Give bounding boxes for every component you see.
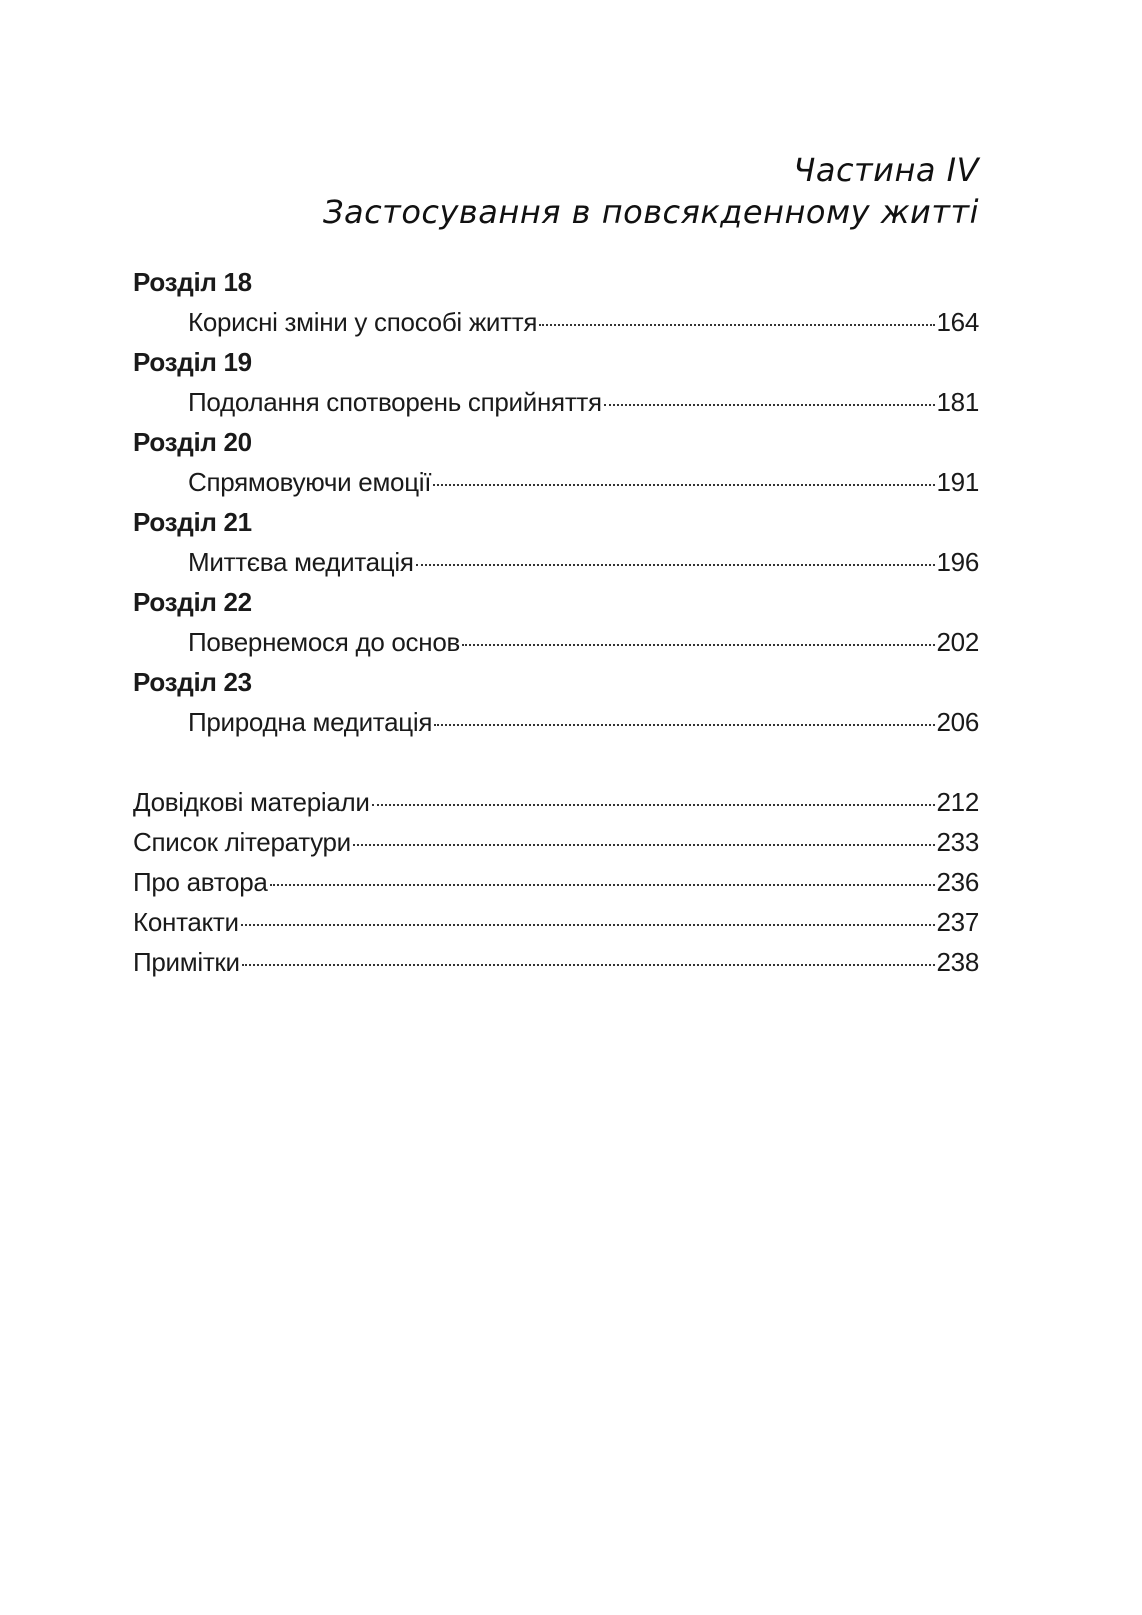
part-number: Частина IV	[793, 151, 979, 189]
toc-entry[interactable]	[133, 462, 979, 502]
toc-entry-title: Про автора	[133, 867, 268, 897]
toc-entry-title: Корисні зміни у способі життя	[188, 307, 538, 337]
dot-leader	[372, 804, 935, 806]
toc-entry-page: 196	[936, 547, 979, 577]
dot-leader	[434, 724, 934, 726]
toc-entry-page: 181	[936, 387, 979, 417]
section-spacer	[133, 742, 979, 782]
toc-entry-back-matter[interactable]	[133, 822, 979, 862]
dot-leader	[433, 484, 934, 486]
dot-leader	[270, 884, 935, 886]
dot-leader	[604, 404, 935, 406]
table-of-contents	[133, 262, 979, 982]
toc-entry-page: 191	[936, 467, 979, 497]
chapter-label: Розділ 19	[133, 347, 252, 377]
dot-leader	[353, 844, 935, 846]
toc-entry-title: Подолання спотворень сприйняття	[188, 387, 602, 417]
toc-entry-title: Контакти	[133, 907, 239, 937]
chapter-label: Розділ 22	[133, 587, 252, 617]
dot-leader	[416, 564, 935, 566]
toc-entry-title: Список літератури	[133, 827, 351, 857]
toc-entry-back-matter[interactable]	[133, 942, 979, 982]
toc-entry-title: Довідкові матеріали	[133, 787, 370, 817]
dot-leader	[462, 644, 935, 646]
chapter-label: Розділ 23	[133, 667, 252, 697]
toc-entry-page: 238	[936, 947, 979, 977]
toc-entry-page: 212	[936, 787, 979, 817]
toc-entry-back-matter[interactable]	[133, 902, 979, 942]
part-header	[323, 150, 979, 232]
toc-entry-page: 236	[936, 867, 979, 897]
toc-entry-page: 237	[936, 907, 979, 937]
toc-entry-title: Природна медитація	[188, 707, 433, 737]
dot-leader	[539, 324, 934, 326]
dot-leader	[242, 964, 935, 966]
toc-entry-title: Спрямовуючи емоції	[188, 467, 432, 497]
chapter-label: Розділ 18	[133, 267, 252, 297]
toc-entry[interactable]	[133, 702, 979, 742]
toc-entry[interactable]	[133, 622, 979, 662]
toc-entry-title: Миттєва медитація	[188, 547, 414, 577]
dot-leader	[241, 924, 935, 926]
chapter-label: Розділ 21	[133, 507, 252, 537]
toc-entry-title: Повернемося до основ	[188, 627, 460, 657]
toc-entry[interactable]	[133, 382, 979, 422]
toc-entry-page: 206	[936, 707, 979, 737]
chapter-label: Розділ 20	[133, 427, 252, 457]
toc-entry-title: Примітки	[133, 947, 240, 977]
toc-entry[interactable]	[133, 542, 979, 582]
toc-entry-page: 164	[936, 307, 979, 337]
toc-entry-page: 233	[936, 827, 979, 857]
toc-entry[interactable]	[133, 302, 979, 342]
part-title: Застосування в повсякденному житті	[322, 193, 979, 231]
toc-entry-page: 202	[936, 627, 979, 657]
toc-entry-back-matter[interactable]	[133, 782, 979, 822]
toc-entry-back-matter[interactable]	[133, 862, 979, 902]
